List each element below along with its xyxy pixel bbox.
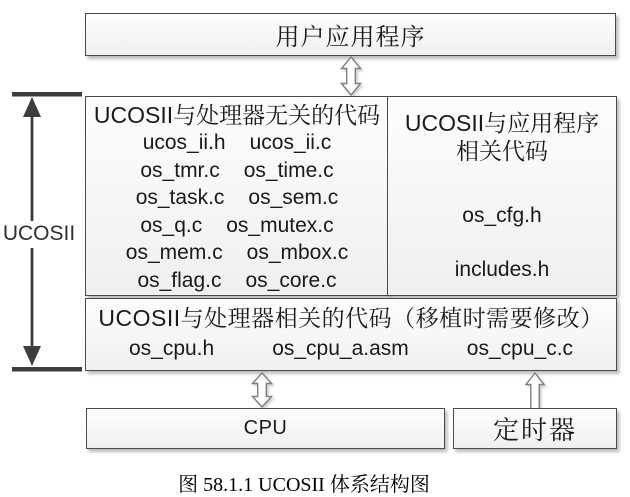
timer-box — [453, 408, 617, 449]
up-down-arrow-icon — [340, 56, 362, 96]
file-row — [86, 184, 388, 212]
file-name: os_cfg.h — [462, 204, 542, 227]
up-arrow-icon — [525, 372, 545, 410]
file-row — [86, 157, 388, 185]
bracket-label: UCOSII — [2, 222, 76, 245]
file-name: ucos_ii.c — [249, 131, 332, 154]
processor-independent-box — [85, 96, 389, 296]
file-name: os_q.c — [140, 213, 203, 237]
app-related-title — [388, 97, 616, 165]
app-related-title-line2: 相关代码 — [456, 138, 548, 164]
file-name: os_time.c — [243, 158, 334, 182]
processor-independent-title: UCOSII与处理器无关的代码 — [93, 102, 381, 128]
up-down-arrow-icon — [251, 372, 273, 408]
file-name: os_tmr.c — [140, 158, 220, 182]
file-row — [86, 267, 388, 295]
file-name: os_sem.c — [248, 186, 339, 209]
file-name: os_cpu_c.c — [466, 337, 574, 360]
processor-related-title: UCOSII与处理器相关的代码（移植时需要修改） — [98, 305, 604, 331]
figure-caption: 图 58.1.1 UCOSII 体系结构图 — [178, 474, 430, 496]
file-name: includes.h — [454, 258, 550, 281]
file-name: os_task.c — [135, 186, 225, 209]
file-name: os_mutex.c — [226, 213, 334, 237]
timer-label: 定时器 — [492, 415, 577, 445]
file-name: os_cpu_a.asm — [272, 337, 409, 360]
file-name: os_flag.c — [137, 268, 222, 292]
file-name: os_cpu.h — [128, 337, 215, 360]
app-related-title-line1: UCOSII与应用程序 — [404, 110, 600, 136]
file-row — [86, 336, 616, 362]
file-name: os_mem.c — [125, 241, 223, 264]
processor-related-box — [85, 298, 617, 371]
file-name: ucos_ii.h — [142, 131, 226, 154]
file-row — [86, 212, 388, 240]
cpu-box — [86, 408, 445, 449]
cpu-label: CPU — [243, 417, 288, 439]
file-row — [86, 239, 388, 267]
user-app-box — [85, 13, 616, 56]
app-related-box — [387, 96, 617, 296]
file-name: os_core.c — [245, 268, 337, 292]
user-app-label: 用户应用程序 — [275, 24, 426, 51]
file-row — [86, 129, 388, 157]
file-name: os_mbox.c — [246, 241, 349, 264]
